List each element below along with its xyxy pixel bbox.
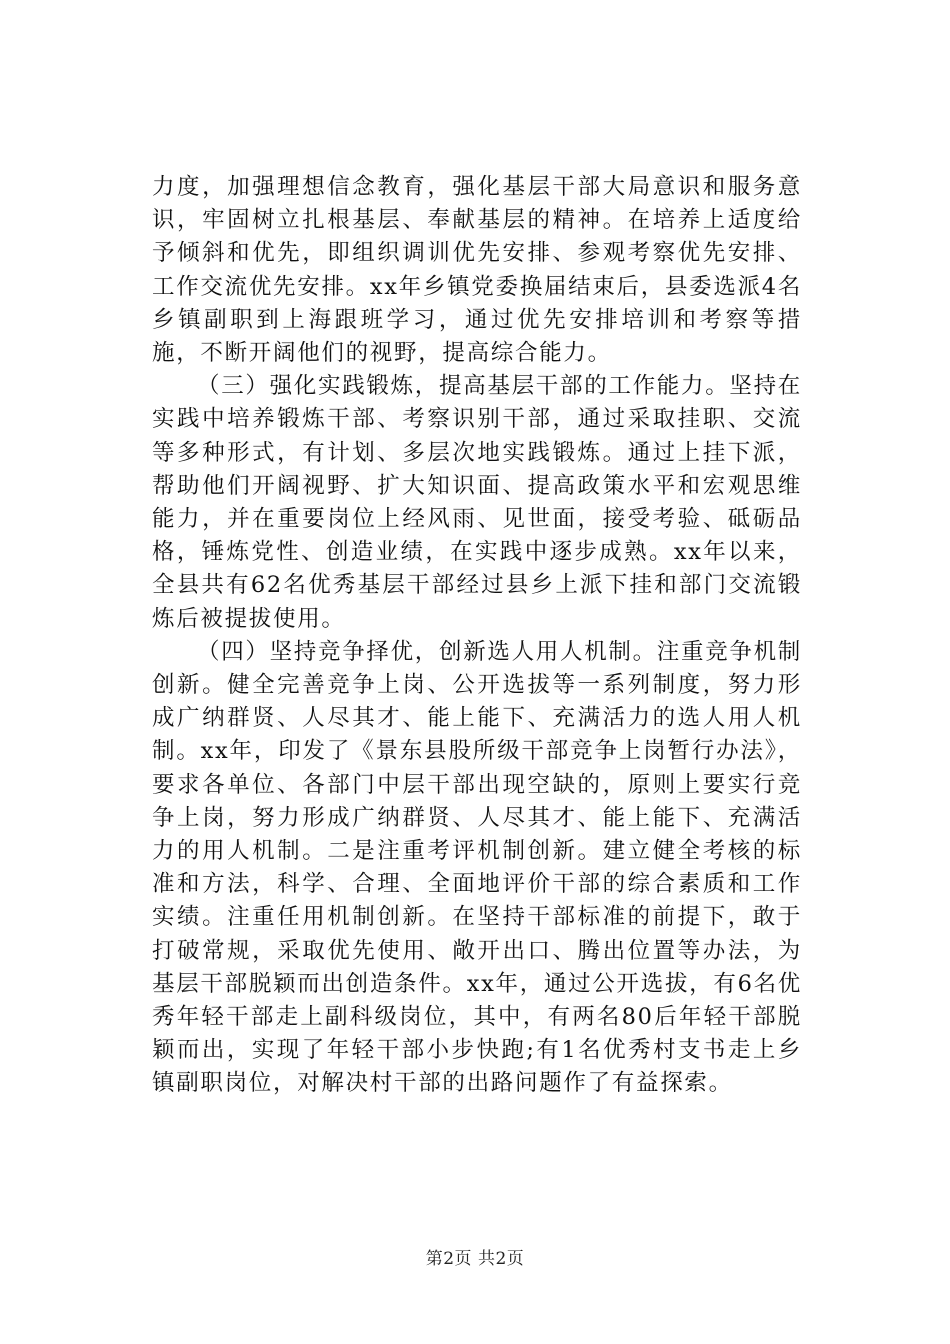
paragraph-section-three: （三）强化实践锻炼，提高基层干部的工作能力。坚持在实践中培养锻炼干部、考察识别干部，通过采取挂职、交流等多种形式，有计划、多层次地实践锻炼。通过上挂下派，帮助他们开阔视野、扩大知识面、提高政策水平和宏观思维能力，并在重要岗位上经风雨、见世面，接受考验、砥砺品格，锤炼党性、创造业绩，在实践中逐步成熟。xx年以来，全县共有62名优秀基层干部经过县乡上派下挂和部门交流锻炼后被提拔使用。 bbox=[152, 373, 803, 632]
page-footer: 第2页 共2页 bbox=[425, 1249, 525, 1269]
document-body bbox=[152, 171, 802, 1101]
paragraph-continuation: 力度，加强理想信念教育，强化基层干部大局意识和服务意识，牢固树立扎根基层、奉献基层的精神。在培养上适度给予倾斜和优先，即组织调训优先安排、参观考察优先安排、工作交流优先安排。xx年乡镇党委换届结束后，县委选派4名乡镇副职到上海跟班学习，通过优先安排培训和考察等措施，不断开阔他们的视野，提高综合能力。 bbox=[152, 174, 802, 367]
paragraph-section-four: （四）坚持竞争择优，创新选人用人机制。注重竞争机制创新。健全完善竞争上岗、公开选拔等一系列制度，努力形成广纳群贤、人尽其才、能上能下、充满活力的选人用人机制。xx年，印发了《景东县股所级干部竞争上岗暂行办法》，要求各单位、各部门中层干部出现空缺的，原则上要实行竞争上岗，努力形成广纳群贤、人尽其才、能上能下、充满活力的用人机制。二是注重考评机制创新。建立健全考核的标准和方法，科学、合理、全面地评价干部的综合素质和工作实绩。注重任用机制创新。在坚持干部标准的前提下，敢于打破常规，采取优先使用、敞开出口、腾出位置等办法，为基层干部脱颖而出创造条件。xx年，通过公开选拔，有6名优秀年轻干部走上副科级岗位，其中，有两名80后年轻干部脱颖而出，实现了年轻干部小步快跑;有1名优秀村支书走上乡镇副职岗位，对解决村干部的出路问题作了有益探索。 bbox=[152, 638, 803, 1097]
